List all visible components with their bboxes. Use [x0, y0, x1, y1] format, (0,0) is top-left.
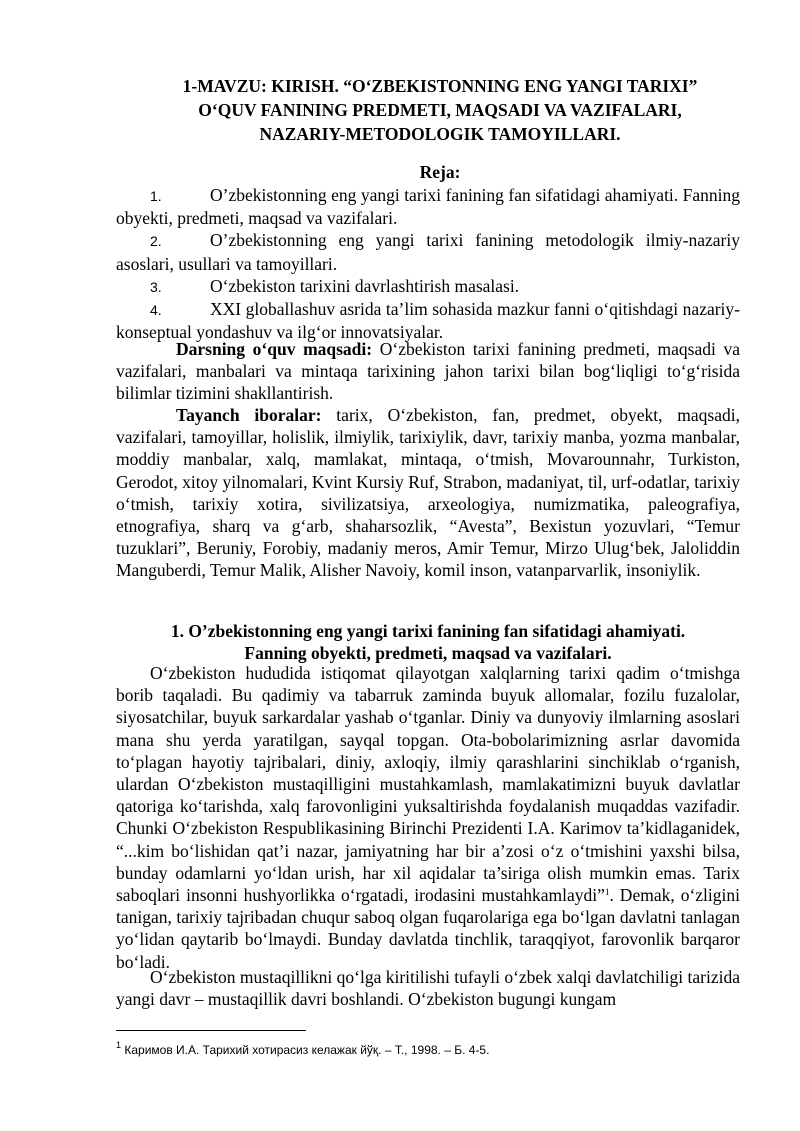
- plan-item: [116, 298, 740, 343]
- section-heading: [116, 620, 740, 664]
- title-line-3: NAZARIY-METODOLOGIK TAMOYILLARI.: [259, 124, 621, 144]
- body-paragraph-2: [116, 966, 740, 1010]
- plan-item: [116, 229, 740, 274]
- plan-item: [116, 184, 740, 229]
- plan-item-number: 2.: [150, 233, 162, 250]
- body-paragraph-1: [116, 662, 740, 973]
- footnote-divider: [116, 1030, 306, 1031]
- keywords: [116, 404, 740, 582]
- keywords-text: tarix, O‘zbekiston, fan, predmet, obyekt, maqsadi, vazifalari, tamoyillar, holislik, ilmiylik, tarixiylik, davr, tarixiy manba, yozma manbalar, moddiy manbalar, xalq, mamlakat, mintaqa, o‘tmish, Movarounnahr, Turkiston, Gerodot, xitoy yilnomalari, Kvint Kursiy Ruf, Strabon, madaniyat, til, urf-odatlar, tarixiy o‘tmish, tarixiy xotira, sivilizatsiya, arxeologiya, numizmatika, paleografiya, etnografiya, sharq va g‘arb, shaharsozlik, “Avesta”, Bexistun yozuvlari, “Temur tuzuklari”, Beruniy, Forobiy, madaniy meros, Amir Temur, Mirzo Ulug‘bek, Jaloliddin Manguberdi, Temur Malik, Alisher Navoiy, komil inson, vatanparvarlik, insoniylik.: [116, 405, 741, 581]
- lesson-goal: [116, 338, 740, 405]
- paragraph-text: . Demak, o‘zligini tanigan, tarixiy tajribadan chuqur saboq olgan fuqarolariga ega bo‘lgan davlatni tanlagan yo‘lidan qaytarib bo‘lmaydi. Bunday davlatda tinchlik, taraqqiyot, farovonlik barqaror bo‘ladi.: [116, 885, 741, 972]
- plan-list: [116, 184, 740, 343]
- plan-item-number: 3.: [150, 278, 162, 295]
- plan-item-text: O’zbekistonning eng yangi tarixi fanining metodologik ilmiy-nazariy asoslari, usullari va tamoyillari.: [116, 230, 740, 274]
- lesson-goal-text: O‘zbekiston tarixi fanining predmeti, maqsadi va vazifalari, manbalari va mintaqa tarixining jahon tarixi bilan bog‘liqligi to‘g‘risida bilimlar tizimini shakllantirish.: [116, 339, 740, 404]
- lesson-goal-label: Darsning o‘quv maqsadi:: [176, 339, 373, 359]
- footnote: [116, 1040, 756, 1057]
- plan-item-text: XXI globallashuv asrida ta’lim sohasida mazkur fanni o‘qitishdagi nazariy-konseptual yondashuv va ilg‘or innovatsiyalar.: [116, 299, 740, 343]
- plan-heading: Reja:: [419, 162, 461, 182]
- footnote-text: Каримов И.А. Тарихий хотирасиз келажак йўқ. – Т., 1998. – Б. 4-5.: [121, 1043, 490, 1057]
- footnote-number: 1: [116, 1040, 122, 1050]
- keywords-label: Tayanch iboralar:: [176, 405, 322, 425]
- plan-item-text: O’zbekistonning eng yangi tarixi fanining fan sifatidagi ahamiyati. Fanning obyekti, predmeti, maqsad va vazifalari.: [116, 185, 740, 229]
- footnote-reference: 1: [604, 887, 610, 898]
- plan-item: [116, 275, 740, 298]
- page-title: [100, 74, 780, 146]
- plan-item-text: O‘zbekiston tarixini davrlashtirish masalasi.: [210, 275, 520, 296]
- title-line-2: O‘QUV FANINING PREDMETI, MAQSADI VA VAZIFALARI,: [198, 100, 682, 120]
- paragraph-text: O‘zbekiston hududida istiqomat qilayotgan xalqlarning tarixi qadim o‘tmishga borib taqaladi. Bu qadimiy va tabarruk zaminda buyuk allomalar, fozilu fuzalolar, siyosatchilar, buyuk sarkardalar yashab o‘tganlar. Diniy va dunyoviy ilmlarning asoslari mana shu yerda yaratilgan, sayqal topgan. Ota-bobolarimizning asrlar davomida to‘plagan hayotiy tajribalari, diniy, axloqiy, ilmiy qarashlarini sinchiklab o‘rganish, ulardan O‘zbekiston mustaqilligini mustahkamlash, mamlakatimizni buyuk davlatlar qatoriga ko‘tarishda, xalq farovonligini yuksaltirishda foydalanish muqaddas vazifadir. Chunki O‘zbekiston Respublikasining Birinchi Prezidenti I.A. Karimov ta’kidlaganidek, “...kim bo‘lishidan qat’i nazar, jamiyatning har bir a’zosi o‘z o‘tmishini yaxshi bilsa, bunday odamlarni yo‘ldan urish, har xil aqidalar ta’siriga olish mumkin emas. Tarix saboqlari insonni hushyorlikka o‘rgatadi, irodasini mustahkamlaydi”: [116, 663, 740, 906]
- section-heading-line-1: 1. O’zbekistonning eng yangi tarixi fanining fan sifatidagi ahamiyati.: [170, 621, 686, 641]
- title-line-1: 1-MAVZU: KIRISH. “O‘ZBEKISTONNING ENG YANGI TARIXI”: [182, 76, 698, 96]
- section-heading-line-2: Fanning obyekti, predmeti, maqsad va vazifalari.: [244, 643, 612, 663]
- plan-item-number: 4.: [150, 302, 162, 319]
- paragraph-text: O‘zbekiston mustaqillikni qo‘lga kiritilishi tufayli o‘zbek xalqi davlatchiligi tarizida yangi davr – mustaqillik davri boshlandi. O‘zbekiston bugungi kungam: [116, 967, 741, 1010]
- plan-item-number: 1.: [150, 188, 162, 204]
